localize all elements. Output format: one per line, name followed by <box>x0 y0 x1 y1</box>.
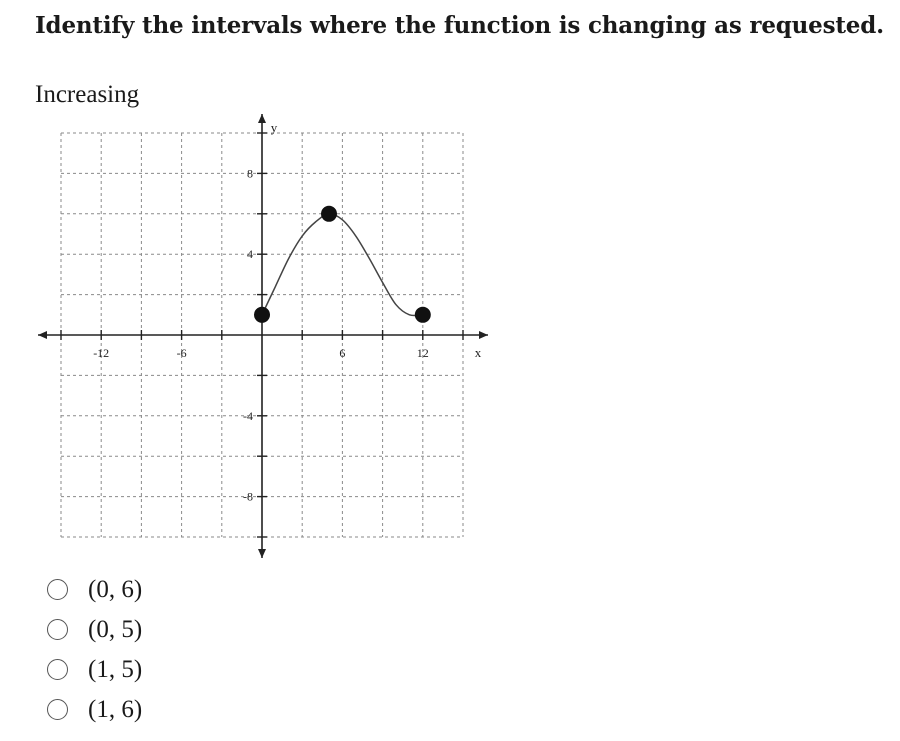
radio-button[interactable] <box>47 659 68 680</box>
x-axis-arrow-right <box>479 331 488 339</box>
x-axis-arrow-left <box>38 331 47 339</box>
curve-point <box>254 307 270 323</box>
radio-button[interactable] <box>47 579 68 600</box>
choice-label: (1, 6) <box>88 696 143 723</box>
y-tick-label: -8 <box>243 489 253 504</box>
choice-option[interactable] <box>45 693 265 729</box>
choice-option[interactable] <box>45 573 265 609</box>
y-tick-label: -4 <box>243 408 253 423</box>
subprompt-label: Increasing <box>35 81 140 108</box>
y-tick-label: 8 <box>247 166 253 181</box>
y-axis-arrow-up <box>258 114 266 123</box>
choice-label: (1, 5) <box>88 656 143 683</box>
x-tick-label: 6 <box>339 346 346 360</box>
x-tick-label: 12 <box>416 346 429 360</box>
radio-button[interactable] <box>47 619 68 640</box>
x-tick-label: -6 <box>176 346 187 360</box>
y-axis-label: y <box>270 120 278 135</box>
x-tick-label: -12 <box>93 346 110 360</box>
curve-point <box>415 307 431 323</box>
y-tick-label: 4 <box>247 247 253 262</box>
choice-label: (0, 6) <box>88 576 143 603</box>
y-axis-arrow-down <box>258 549 266 558</box>
choice-option[interactable] <box>45 613 265 649</box>
choice-option[interactable] <box>45 653 265 689</box>
choice-label: (0, 5) <box>88 616 143 643</box>
curve-point <box>321 206 337 222</box>
x-axis-label: x <box>474 345 482 360</box>
radio-button[interactable] <box>47 699 68 720</box>
question-text: Identify the intervals where the function is changing as requested. <box>35 12 884 39</box>
axes <box>38 114 488 558</box>
graph-canvas <box>30 108 500 568</box>
function-graph <box>30 108 500 568</box>
